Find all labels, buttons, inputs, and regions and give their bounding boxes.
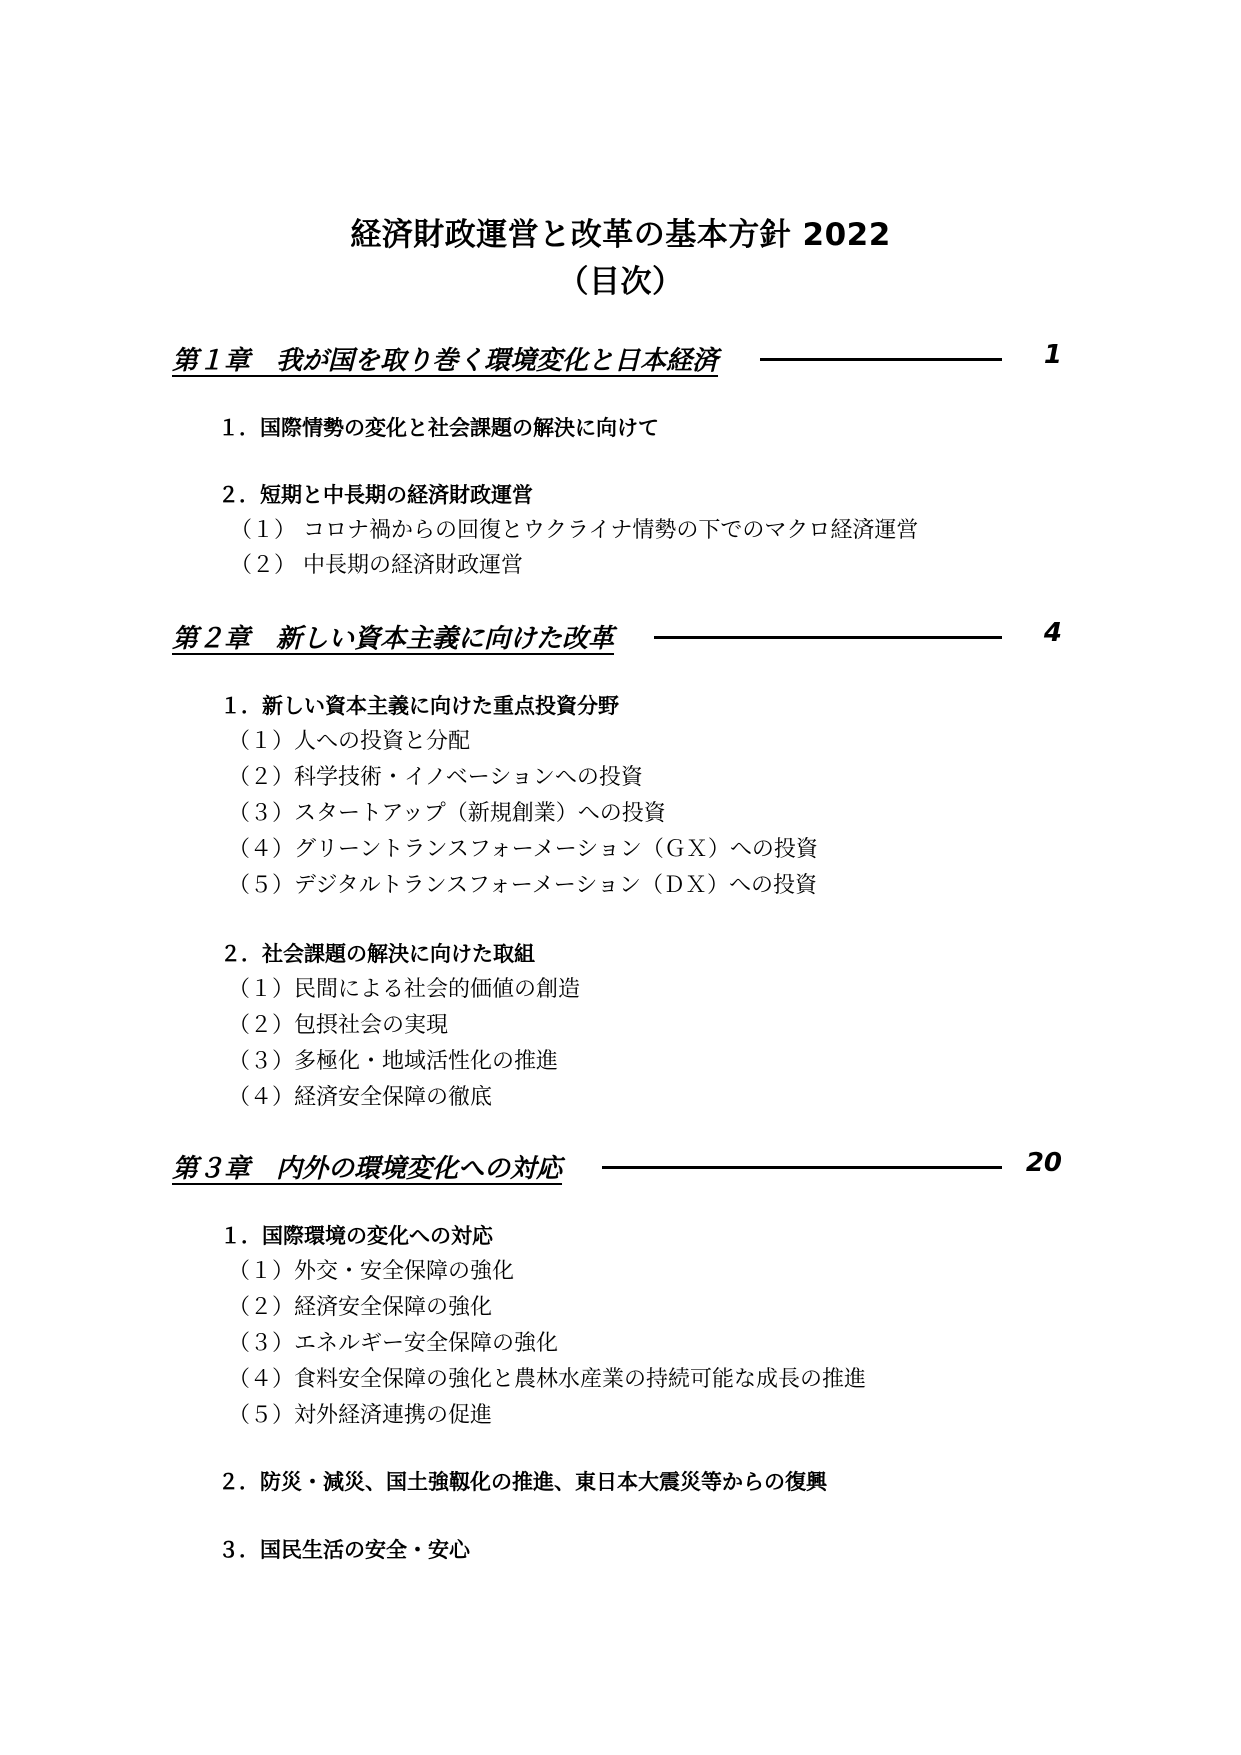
subsection-2-2-4[interactable]: （４）経済安全保障の徹底 bbox=[228, 1085, 493, 1110]
chapter-1-heading[interactable] bbox=[172, 340, 1072, 384]
subsection-3-1-2[interactable]: （２）経済安全保障の強化 bbox=[228, 1295, 493, 1320]
subsection-2-1-3[interactable]: （３）スタートアップ（新規創業）への投資 bbox=[228, 801, 666, 826]
chapter-1-leader-line bbox=[760, 358, 1002, 361]
section-2-2[interactable]: ２．社会課題の解決に向けた取組 bbox=[220, 942, 535, 966]
document-subtitle: （目次） bbox=[557, 264, 684, 300]
subsection-2-1-1[interactable]: （１）人への投資と分配 bbox=[228, 729, 471, 754]
chapter-2-page-number: 4 bbox=[1043, 618, 1062, 648]
subsection-2-2-3[interactable]: （３）多極化・地域活性化の推進 bbox=[228, 1049, 559, 1074]
chapter-2-leader-line bbox=[654, 636, 1002, 639]
subsection-2-1-2[interactable]: （２）科学技術・イノベーションへの投資 bbox=[228, 765, 643, 790]
subsection-2-1-5[interactable]: （５）デジタルトランスフォーメーション（ＤＸ）への投資 bbox=[228, 873, 817, 898]
subsection-3-1-5[interactable]: （５）対外経済連携の促進 bbox=[228, 1403, 493, 1428]
chapter-3-heading[interactable] bbox=[172, 1148, 1072, 1192]
subsection-2-2-1[interactable]: （１）民間による社会的価値の創造 bbox=[228, 977, 581, 1002]
section-1-2[interactable]: ２．短期と中長期の経済財政運営 bbox=[218, 483, 533, 507]
subsection-3-1-1[interactable]: （１）外交・安全保障の強化 bbox=[228, 1259, 515, 1284]
subsection-1-2-1[interactable]: （１） コロナ禍からの回復とウクライナ情勢の下でのマクロ経済運営 bbox=[230, 518, 919, 543]
chapter-1-page-number: 1 bbox=[1043, 340, 1062, 370]
section-3-3[interactable]: ３．国民生活の安全・安心 bbox=[218, 1538, 470, 1562]
subsection-3-1-4[interactable]: （４）食料安全保障の強化と農林水産業の持続可能な成長の推進 bbox=[228, 1367, 867, 1392]
section-2-1[interactable]: １．新しい資本主義に向けた重点投資分野 bbox=[220, 694, 619, 718]
section-3-1[interactable]: １．国際環境の変化への対応 bbox=[220, 1224, 493, 1248]
subsection-3-1-3[interactable]: （３）エネルギー安全保障の強化 bbox=[228, 1331, 559, 1356]
chapter-3-leader-line bbox=[602, 1166, 1002, 1169]
chapter-3-title[interactable]: 第３章 内外の環境変化への対応 bbox=[172, 1154, 563, 1184]
chapter-3-page-number: 20 bbox=[1025, 1148, 1062, 1178]
subsection-2-1-4[interactable]: （４）グリーントランスフォーメーション（ＧＸ）への投資 bbox=[228, 837, 818, 862]
subsection-1-2-2[interactable]: （２） 中長期の経済財政運営 bbox=[230, 553, 523, 578]
section-1-1[interactable]: １．国際情勢の変化と社会課題の解決に向けて bbox=[218, 416, 659, 440]
chapter-1-title[interactable]: 第１章 我が国を取り巻く環境変化と日本経済 bbox=[172, 346, 719, 376]
section-3-2[interactable]: ２．防災・減災、国土強靱化の推進、東日本大震災等からの復興 bbox=[218, 1470, 827, 1494]
subsection-2-2-2[interactable]: （２）包摂社会の実現 bbox=[228, 1013, 449, 1038]
document-title: 経済財政運営と改革の基本方針 2022 bbox=[350, 217, 891, 253]
chapter-2-heading[interactable] bbox=[172, 618, 1072, 662]
chapter-2-title[interactable]: 第２章 新しい資本主義に向けた改革 bbox=[172, 624, 615, 654]
